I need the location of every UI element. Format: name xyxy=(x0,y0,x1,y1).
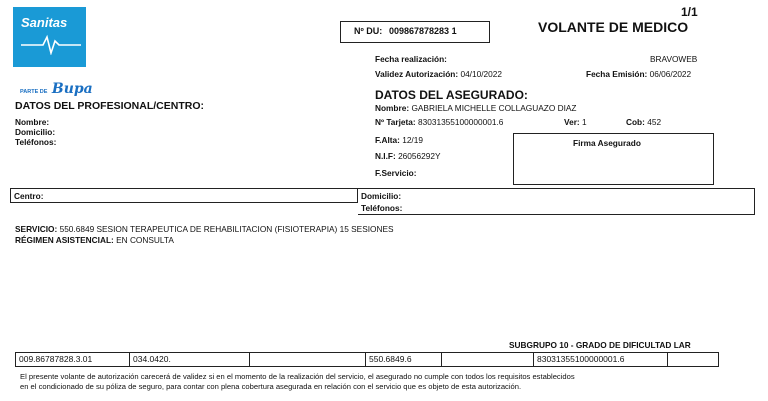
du-value: 009867878283 1 xyxy=(389,26,457,36)
bupa-logo: PARTE DE Bupa xyxy=(20,81,93,97)
ver-line: Ver: 1 xyxy=(564,117,587,127)
tarjeta-value: 83031355100000001.6 xyxy=(418,117,504,127)
regimen-line: RÉGIMEN ASISTENCIAL: EN CONSULTA xyxy=(15,235,174,245)
asegurado-heading: DATOS DEL ASEGURADO: xyxy=(375,88,528,102)
nif-value: 26056292Y xyxy=(398,151,441,161)
code-cell: 550.6849.6 xyxy=(366,353,442,366)
sanitas-logo xyxy=(13,7,86,67)
cob-line: Cob: 452 xyxy=(626,117,662,127)
firma-label: Firma Asegurado xyxy=(573,138,641,148)
tarjeta-line: Nº Tarjeta: 83031355100000001.6 xyxy=(375,117,504,127)
firma-box xyxy=(513,133,714,185)
code-cell: 83031355100000001.6 xyxy=(534,353,668,366)
centro-box xyxy=(10,188,358,203)
falta-value: 12/19 xyxy=(402,135,423,145)
emision-value: 06/06/2022 xyxy=(649,69,692,79)
centro-label: Centro: xyxy=(14,191,44,201)
prof-domicilio-label: Domicilio: xyxy=(15,127,56,137)
regimen-value: EN CONSULTA xyxy=(116,235,174,245)
codes-row xyxy=(15,352,719,367)
disclaimer xyxy=(20,372,575,392)
cob-value: 452 xyxy=(647,117,662,127)
code-cell xyxy=(442,353,534,366)
fecha-realizacion-label: Fecha realización: xyxy=(375,54,447,64)
falta-line: F.Alta: 12/19 xyxy=(375,135,423,145)
centro-domicilio-label: Domicilio: xyxy=(361,191,402,201)
aseg-nombre-line: Nombre: GABRIELA MICHELLE COLLAGUAZO DIAZ xyxy=(375,103,577,113)
disclaimer-line: El presente volante de autorización carecerá de validez si en el momento de la realización del servicio, el asegurado no cumple con todos los requisitos establecidos xyxy=(20,372,575,381)
prof-telefonos-label: Teléfonos: xyxy=(15,137,57,147)
prof-nombre-label: Nombre: xyxy=(15,117,50,127)
heartbeat-icon xyxy=(21,33,81,55)
du-box xyxy=(340,21,490,43)
document-title: VOLANTE DE MEDICO xyxy=(538,19,689,35)
profesional-heading: DATOS DEL PROFESIONAL/CENTRO: xyxy=(15,100,205,112)
page-number: 1/1 xyxy=(681,5,698,19)
servicio-line: SERVICIO: 550.6849 SESION TERAPEUTICA DE REHABILITACION (FISIOTERAPIA) 15 SESIONES xyxy=(15,224,394,234)
du-label: Nº DU: xyxy=(354,26,383,36)
centro-right-box xyxy=(358,188,755,215)
code-cell xyxy=(668,353,718,366)
sanitas-logo-text: Sanitas xyxy=(21,15,68,30)
aseg-nombre-value: GABRIELA MICHELLE COLLAGUAZO DIAZ xyxy=(411,103,577,113)
ver-value: 1 xyxy=(582,117,587,127)
validez-value: 04/10/2022 xyxy=(460,69,502,79)
centro-telefonos-label: Teléfonos: xyxy=(361,203,403,213)
bravoweb-text: BRAVOWEB xyxy=(650,54,698,64)
servicio-value: 550.6849 SESION TERAPEUTICA DE REHABILITACION (FISIOTERAPIA) 15 SESIONES xyxy=(59,224,394,234)
code-cell xyxy=(250,353,366,366)
disclaimer-line: en el condicionado de su póliza de seguro, para contar con plena cobertura asegurada en relación con el servicio que es objeto de esta autorización. xyxy=(20,382,522,391)
emision-line: Fecha Emisión: 06/06/2022 xyxy=(586,69,692,79)
subgrupo-text: SUBGRUPO 10 - GRADO DE DIFICULTAD LAR xyxy=(509,340,691,350)
nif-line: N.I.F: 26056292Y xyxy=(375,151,441,161)
validez-line: Validez Autorización: 04/10/2022 xyxy=(375,69,502,79)
code-cell: 034.0420. xyxy=(130,353,250,366)
code-cell: 009.86787828.3.01 xyxy=(16,353,130,366)
fservicio-label: F.Servicio: xyxy=(375,168,417,178)
